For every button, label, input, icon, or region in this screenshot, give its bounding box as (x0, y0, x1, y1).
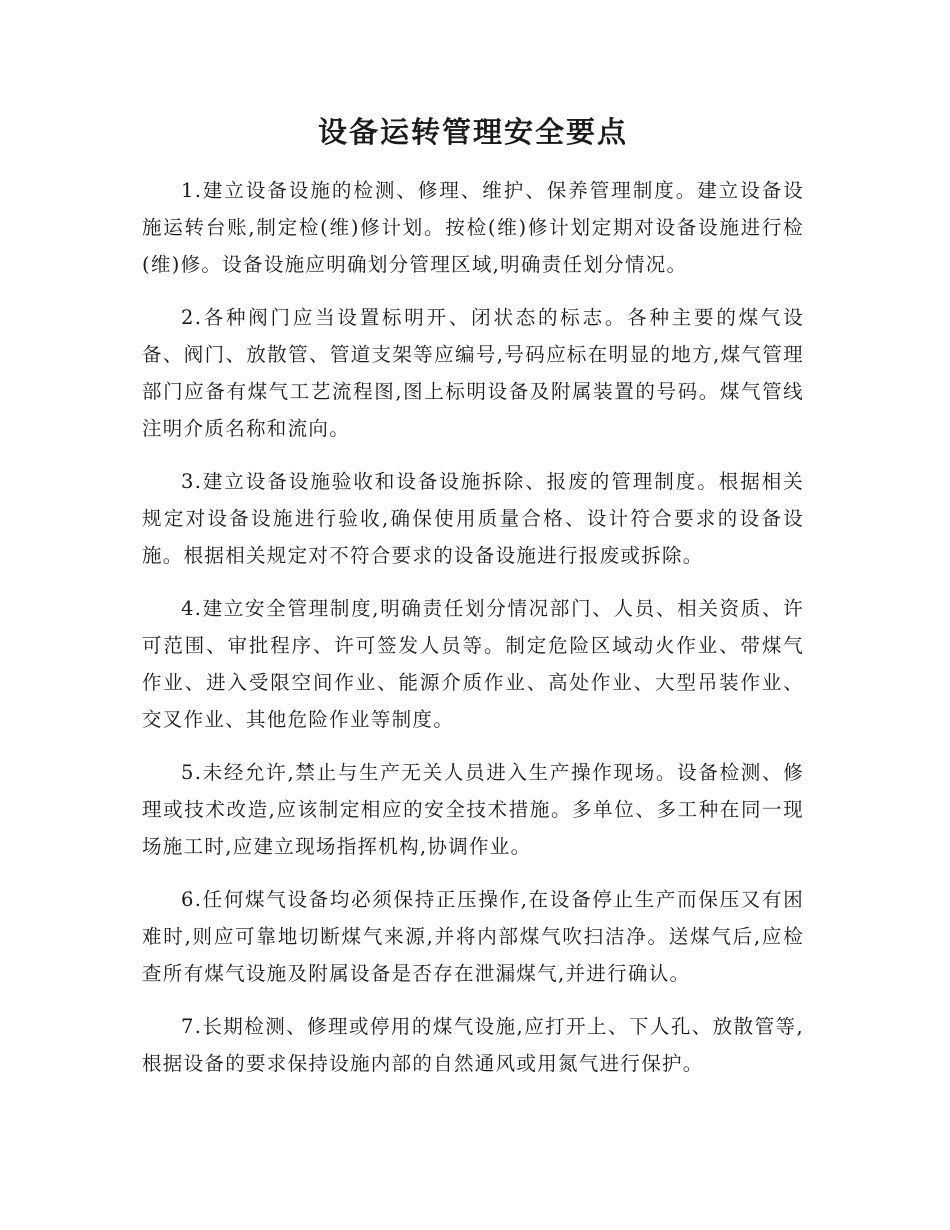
paragraph-7: 7.长期检测、修理或停用的煤气设施,应打开上、下人孔、放散管等,根据设备的要求保持设施内部的自然通风或用氮气进行保护。 (142, 1015, 804, 1075)
document-page (142, 112, 804, 1098)
paragraph-5: 5.未经允许,禁止与生产无关人员进入生产操作现场。设备检测、修理或技术改造,应该制定相应的安全技术措施。多单位、多工种在同一现场施工时,应建立现场指挥机构,协调作业。 (142, 761, 804, 858)
paragraph-2: 2.各种阀门应当设置标明开、闭状态的标志。各种主要的煤气设备、阀门、放散管、管道支架等应编号,号码应标在明显的地方,煤气管理部门应备有煤气工艺流程图,图上标明设备及附属装置的号码。煤气管线注明介质名称和流向。 (142, 306, 804, 440)
document-title: 设备运转管理安全要点 (317, 115, 628, 149)
paragraph-3: 3.建立设备设施验收和设备设施拆除、报废的管理制度。根据相关规定对设备设施进行验收,确保使用质量合格、设计符合要求的设备设施。根据相关规定对不符合要求的设备设施进行报废或拆除。 (142, 470, 804, 567)
paragraph-6: 6.任何煤气设备均必须保持正压操作,在设备停止生产而保压又有困难时,则应可靠地切断煤气来源,并将内部煤气吹扫洁净。送煤气后,应检查所有煤气设施及附属设备是否存在泄漏煤气,并进行确认。 (142, 888, 804, 985)
paragraph-1: 1.建立设备设施的检测、修理、维护、保养管理制度。建立设备设施运转台账,制定检(维)修计划。按检(维)修计划定期对设备设施进行检(维)修。设备设施应明确划分管理区域,明确责任划分情况。 (142, 179, 804, 276)
paragraph-4: 4.建立安全管理制度,明确责任划分情况部门、人员、相关资质、许可范围、审批程序、许可签发人员等。制定危险区域动火作业、带煤气作业、进入受限空间作业、能源介质作业、高处作业、大型吊装作业、交叉作业、其他危险作业等制度。 (142, 597, 804, 731)
